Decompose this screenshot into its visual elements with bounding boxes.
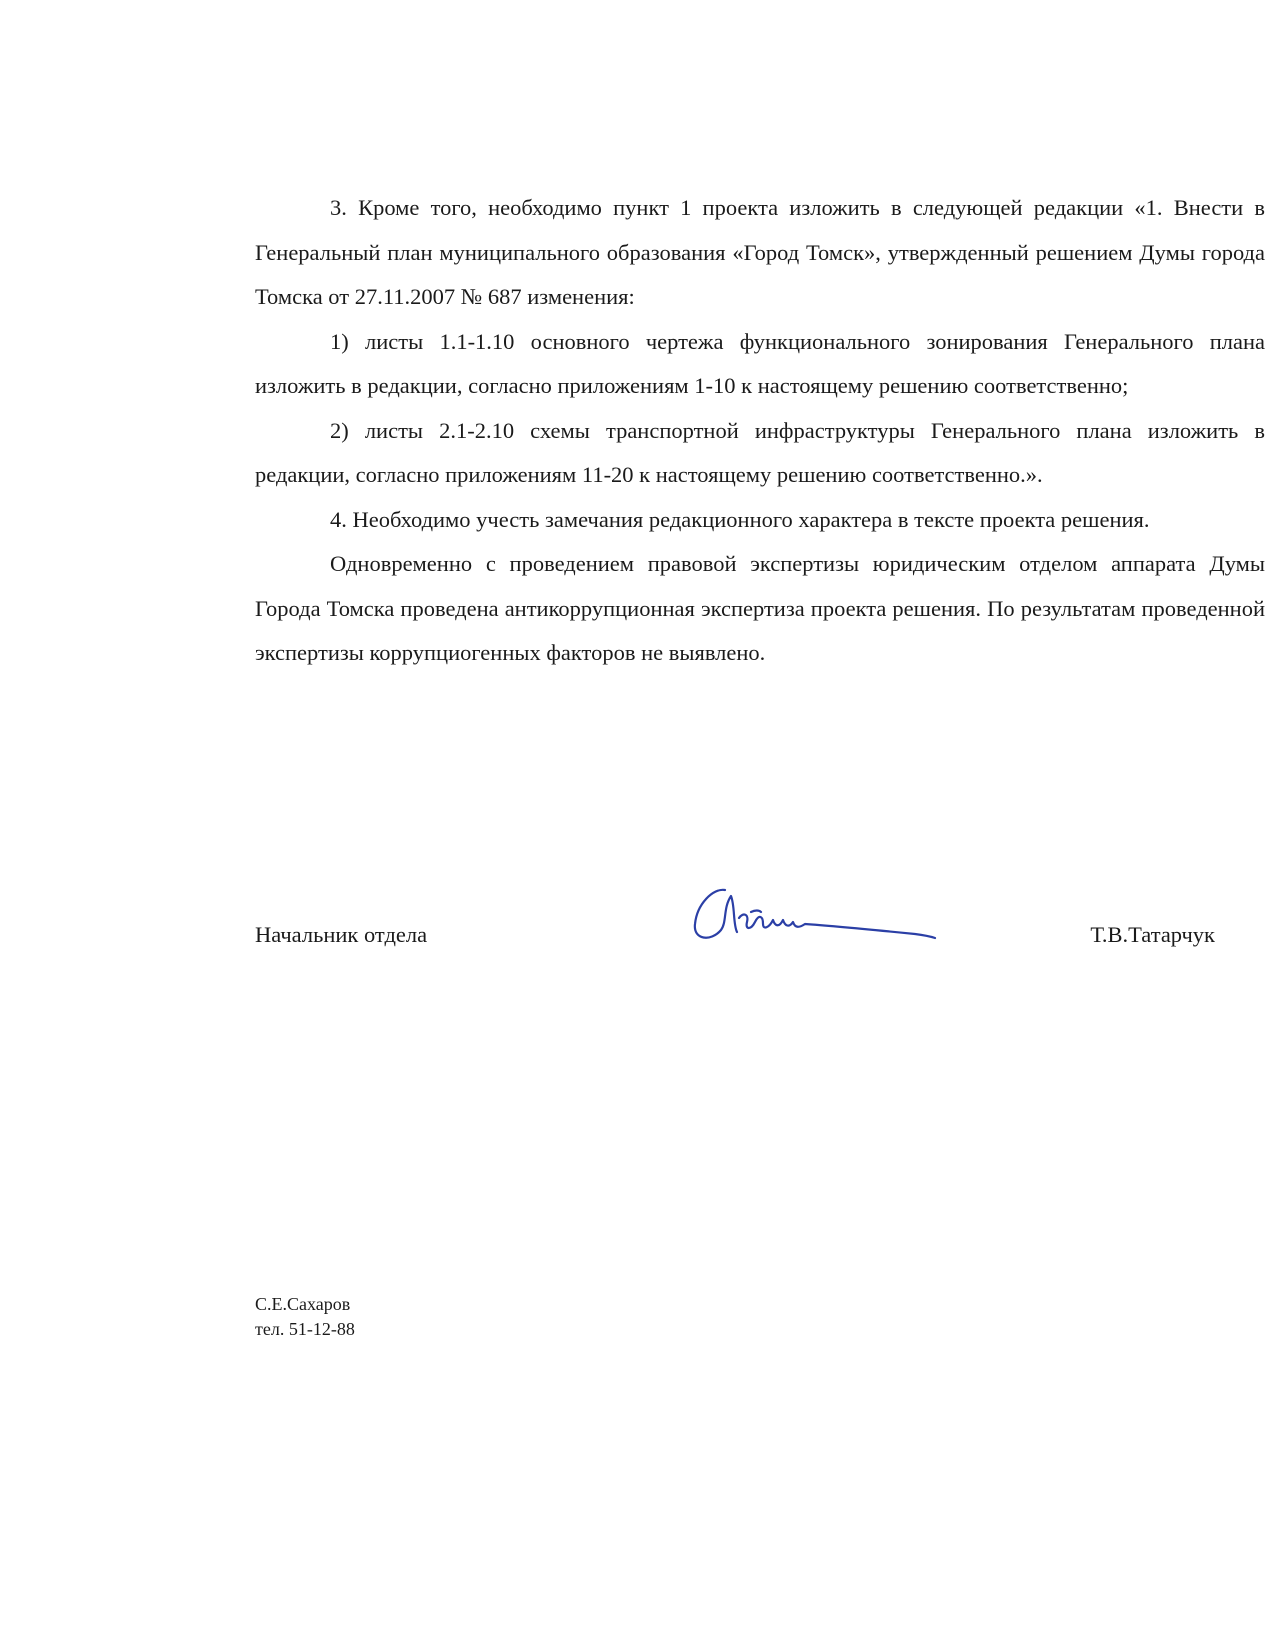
executor-contact: [255, 1292, 355, 1342]
paragraph-subitem-2: 2) листы 2.1-2.10 схемы транспортной инфраструктуры Генерального плана изложить в редакции, согласно приложениям 11-20 к настоящему решению соответственно.».: [255, 417, 1265, 487]
executor-phone: тел. 51-12-88: [255, 1319, 355, 1339]
paragraph-anticorruption: Одновременно с проведением правовой экспертизы юридическим отделом аппарата Думы Города Томска проведена антикоррупционная экспертиза проекта решения. По результатам проведенной экспертизы коррупциогенных факторов не выявлено.: [255, 551, 1265, 665]
signature-block: [255, 880, 1215, 960]
handwritten-signature: [685, 880, 945, 960]
signatory-name: Т.В.Татарчук: [1090, 922, 1215, 947]
paragraph-subitem-1: 1) листы 1.1-1.10 основного чертежа функционального зонирования Генерального плана изложить в редакции, согласно приложениям 1-10 к настоящему решению соответственно;: [255, 328, 1265, 398]
document-body: [255, 186, 1265, 676]
executor-name: С.Е.Сахаров: [255, 1294, 351, 1314]
signatory-position: Начальник отдела: [255, 922, 428, 947]
paragraph-item-3: 3. Кроме того, необходимо пункт 1 проекта изложить в следующей редакции «1. Внести в Генеральный план муниципального образования «Город Томск», утвержденный решением Думы города Томска от 27.11.2007 № 687 изменения:: [255, 195, 1265, 309]
paragraph-item-4: 4. Необходимо учесть замечания редакционного характера в тексте проекта решения.: [330, 506, 1150, 532]
